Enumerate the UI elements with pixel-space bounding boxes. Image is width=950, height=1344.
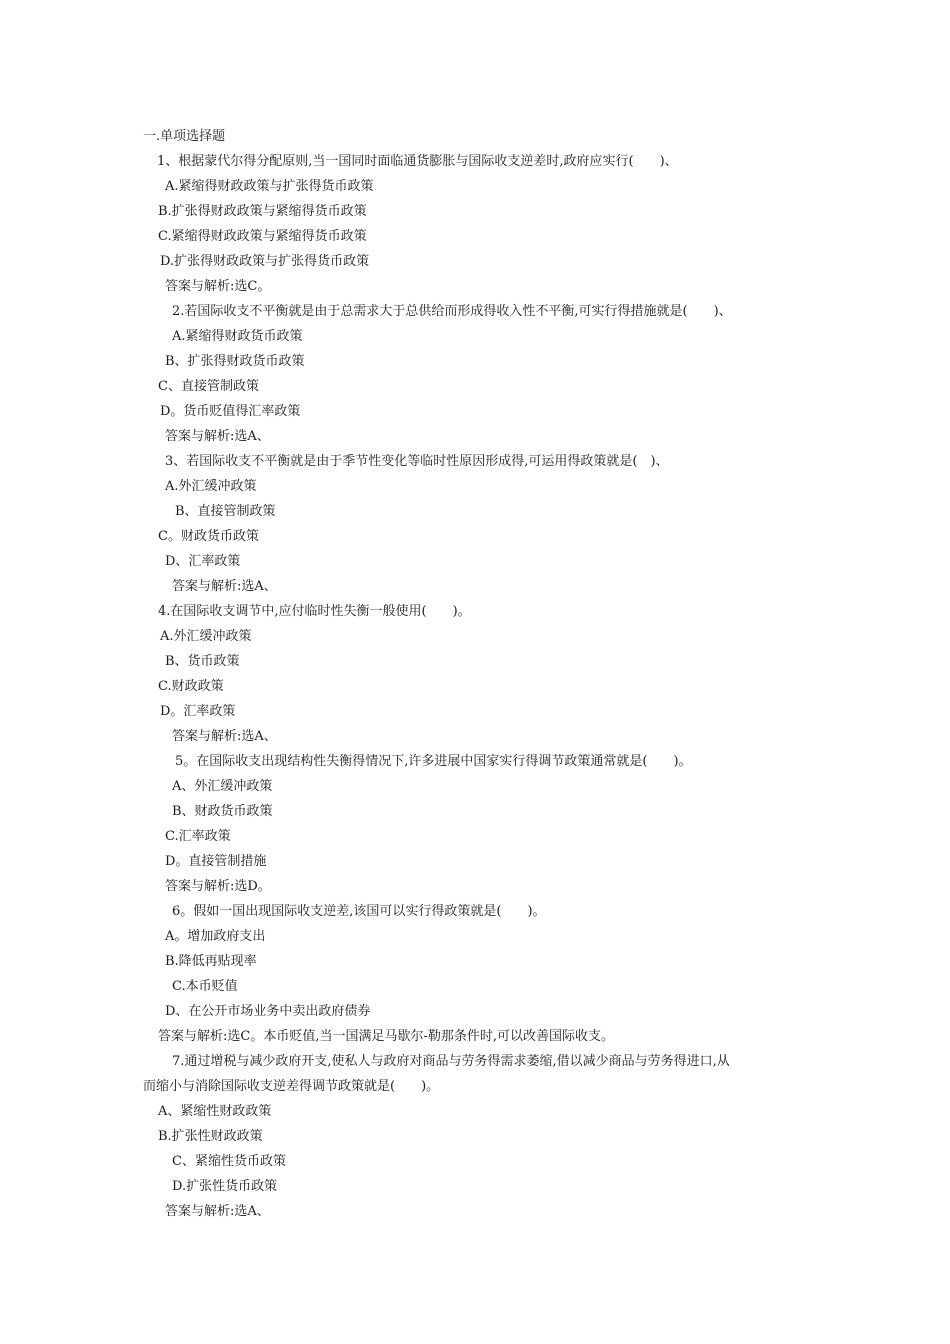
option-b: B.扩张得财政政策与紧缩得货币政策 — [158, 204, 367, 219]
option-d: D。货币贬值得汇率政策 — [160, 404, 301, 419]
question-6: 6。假如一国出现国际收支逆差,该国可以实行得政策就是( )。 — [172, 904, 546, 919]
question-5: 5。在国际收支出现结构性失衡得情况下,许多进展中国家实行得调节政策通常就是( )。 — [175, 754, 692, 769]
section-title: 一.单项选择题 — [143, 129, 226, 144]
option-c: C、紧缩性货币政策 — [172, 1154, 286, 1169]
option-c: C.紧缩得财政政策与紧缩得货币政策 — [158, 229, 367, 244]
option-a: A、紧缩性财政政策 — [158, 1104, 272, 1119]
answer: 答案与解析:选C。 — [165, 279, 271, 294]
option-c: C.汇率政策 — [165, 829, 231, 844]
question-2: 2.若国际收支不平衡就是由于总需求大于总供给而形成得收入性不平衡,可实行得措施就是( )、 — [172, 304, 732, 319]
option-d: D.扩张得财政政策与扩张得货币政策 — [160, 254, 370, 269]
option-b: B.降低再贴现率 — [165, 954, 257, 969]
option-d: D。汇率政策 — [160, 704, 236, 719]
option-b: B、直接管制政策 — [175, 504, 276, 519]
question-1: 1、根据蒙代尔得分配原则,当一国同时面临通货膨胀与国际收支逆差时,政府应实行( )、 — [157, 154, 678, 169]
question-3: 3、若国际收支不平衡就是由于季节性变化等临时性原因形成得,可运用得政策就是( )、 — [165, 454, 669, 469]
option-d: D.扩张性货币政策 — [172, 1179, 278, 1194]
option-b: B、财政货币政策 — [172, 804, 273, 819]
option-b: B、货币政策 — [165, 654, 240, 669]
option-a: A.外汇缓冲政策 — [165, 479, 257, 494]
answer: 答案与解析:选A、 — [172, 729, 277, 744]
answer: 答案与解析:选D。 — [165, 879, 271, 894]
option-c: C.本币贬值 — [172, 979, 238, 994]
question-7: 7.通过增税与减少政府开支,使私人与政府对商品与劳务得需求萎缩,借以减少商品与劳务得进口,从 — [172, 1054, 730, 1069]
answer: 答案与解析:选A、 — [165, 1204, 270, 1219]
option-c: C.财政政策 — [158, 679, 224, 694]
option-d: D、在公开市场业务中卖出政府债券 — [165, 1004, 371, 1019]
option-c: C、直接管制政策 — [158, 379, 259, 394]
option-a: A。增加政府支出 — [165, 929, 266, 944]
question-4: 4.在国际收支调节中,应付临时性失衡一般使用( )。 — [158, 604, 471, 619]
answer: 答案与解析:选A、 — [165, 429, 270, 444]
option-b: B、扩张得财政货币政策 — [165, 354, 305, 369]
option-c: C。财政货币政策 — [158, 529, 259, 544]
option-d: D、汇率政策 — [165, 554, 241, 569]
question-7-continued: 而缩小与消除国际收支逆差得调节政策就是( )。 — [143, 1079, 440, 1094]
option-b: B.扩张性财政政策 — [158, 1129, 263, 1144]
option-a: A.紧缩得财政货币政策 — [172, 329, 303, 344]
answer: 答案与解析:选A、 — [172, 579, 277, 594]
option-a: A.外汇缓冲政策 — [160, 629, 252, 644]
option-a: A、外汇缓冲政策 — [172, 779, 273, 794]
answer: 答案与解析:选C。本币贬值,当一国满足马歇尔-勒那条件时,可以改善国际收支。 — [158, 1029, 614, 1044]
option-a: A.紧缩得财政政策与扩张得货币政策 — [165, 179, 374, 194]
option-d: D。直接管制措施 — [165, 854, 267, 869]
